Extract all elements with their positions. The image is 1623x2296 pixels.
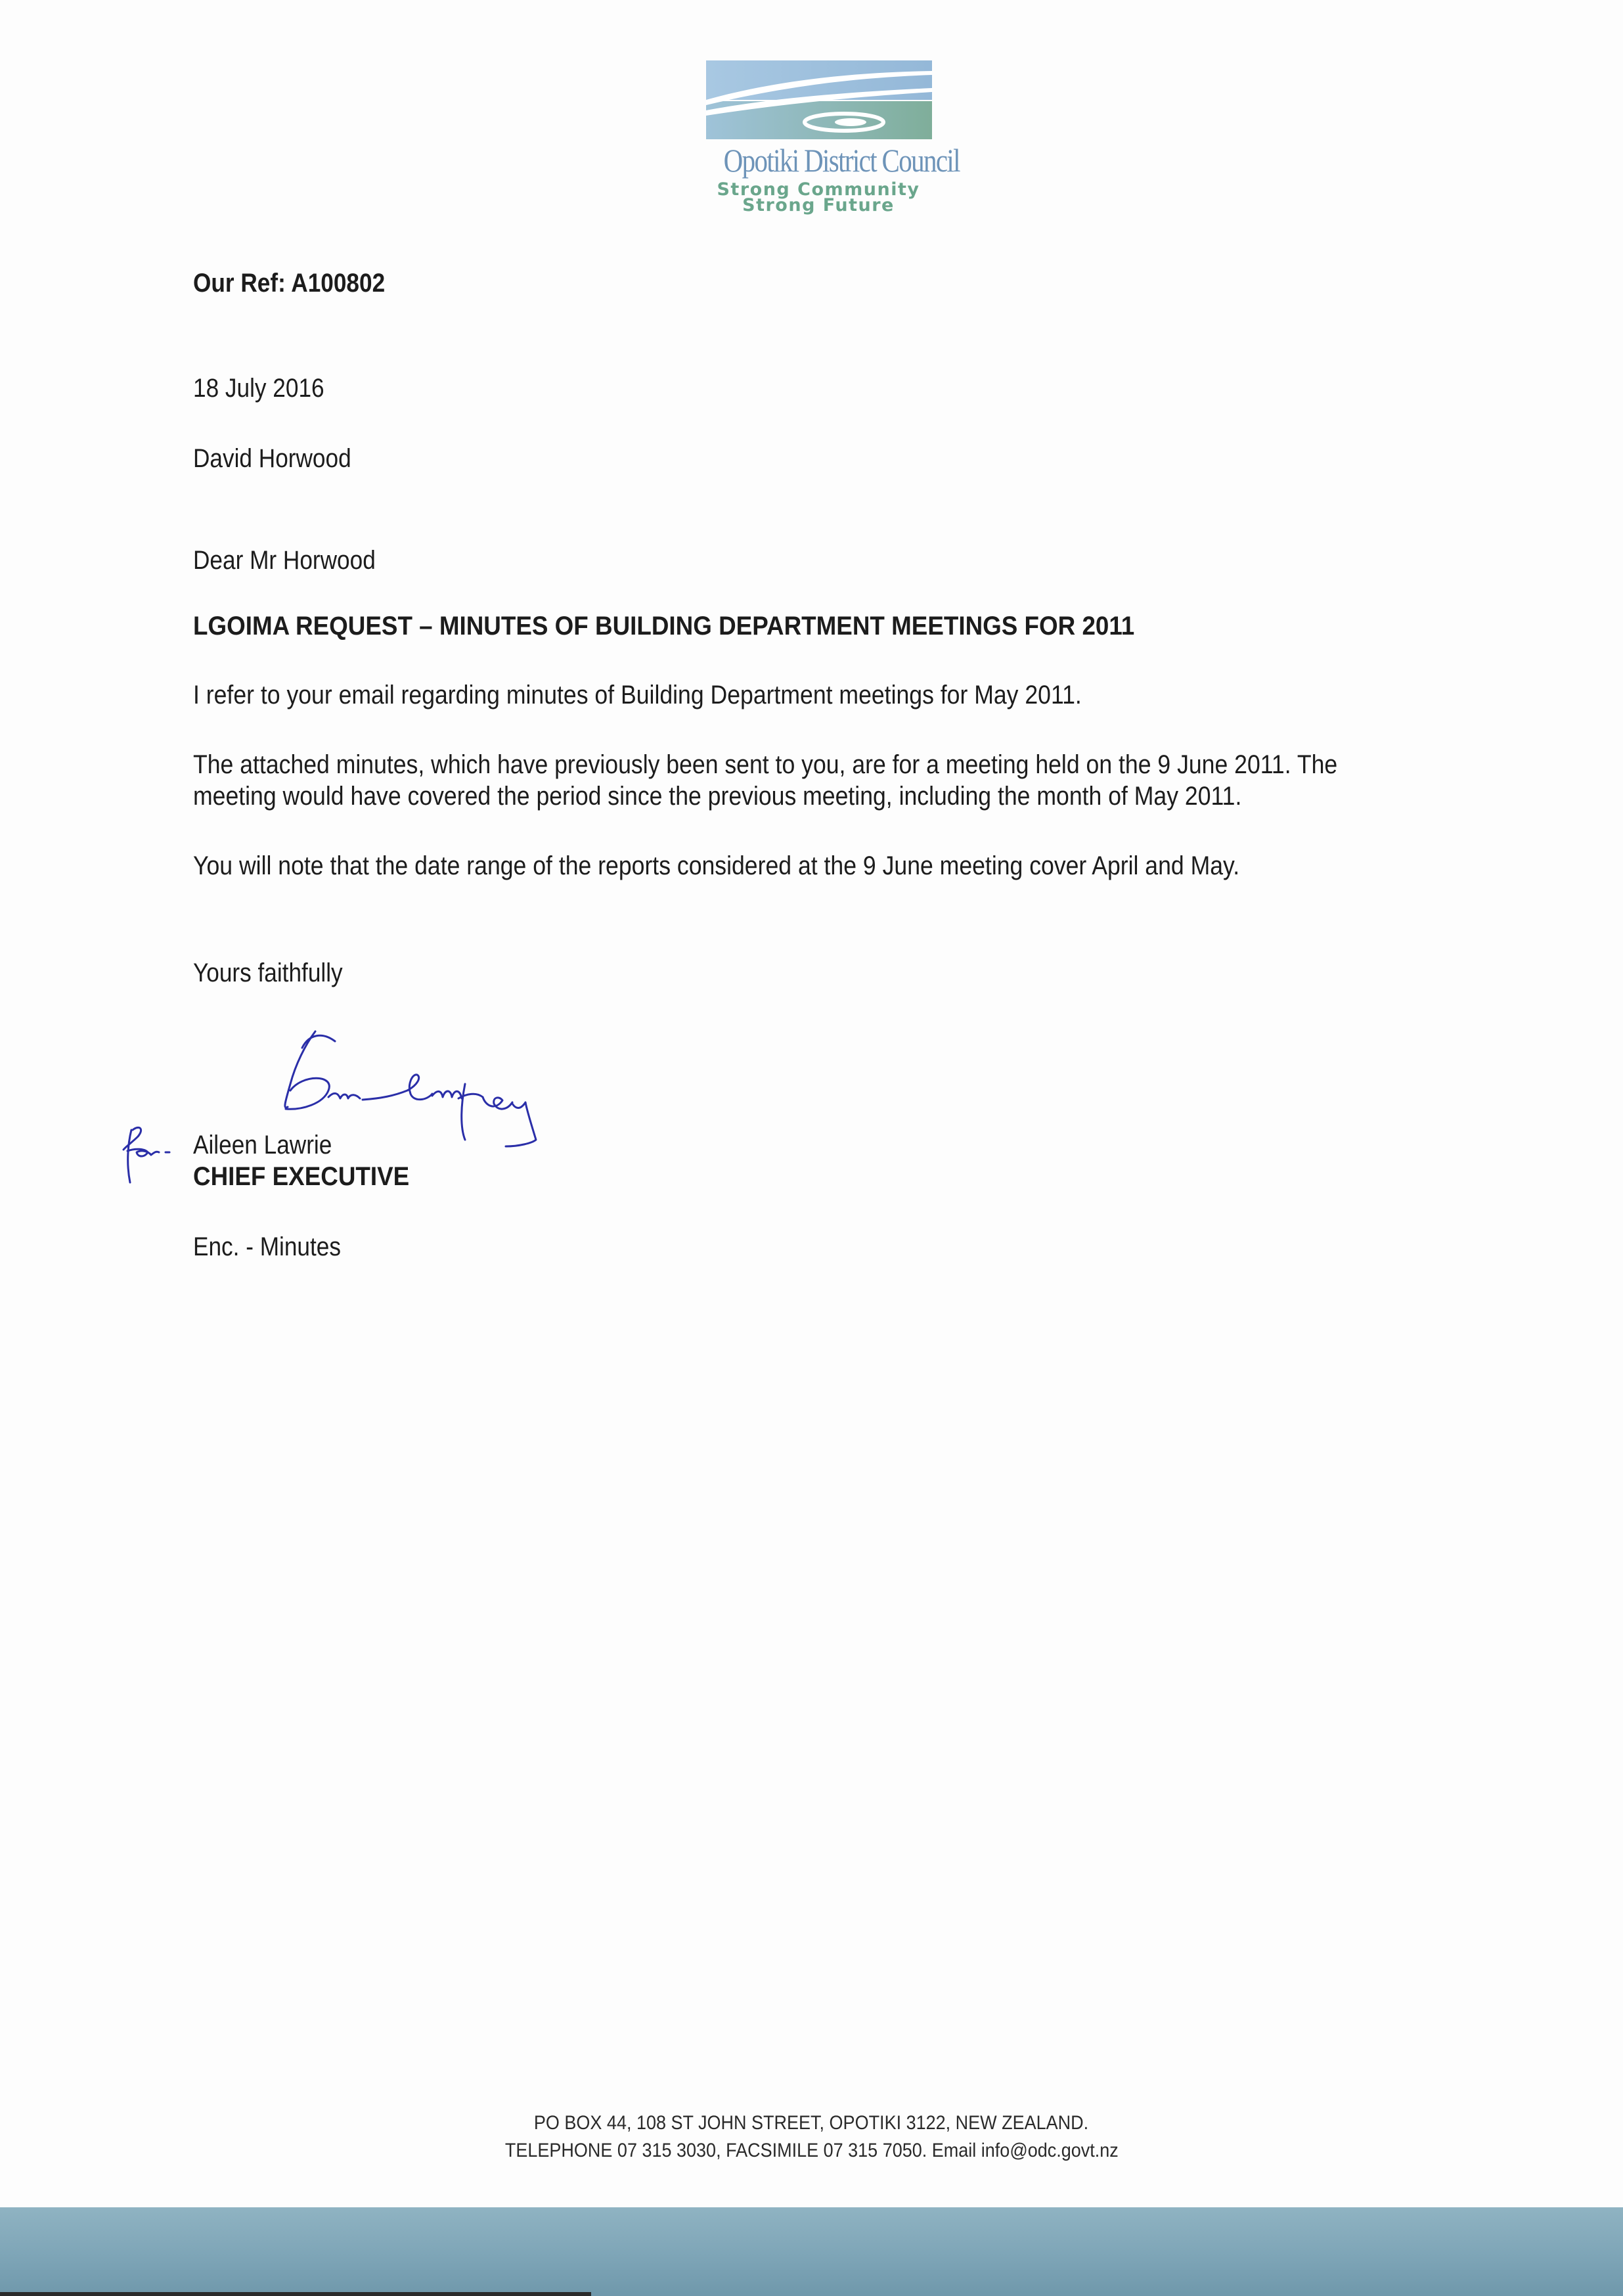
signatory-name: Aileen Lawrie xyxy=(193,1131,332,1159)
signatory-title: CHIEF EXECUTIVE xyxy=(193,1162,410,1191)
body-paragraph-3: You will note that the date range of the reports considered at the 9 June meeting cover April and May. xyxy=(193,851,1240,880)
footer-contact-text: TELEPHONE 07 315 3030, FACSIMILE 07 315 7050. Email info@odc.govt.nz xyxy=(504,2140,1119,2161)
tagline-line-2: Strong Future xyxy=(742,195,895,215)
closing: Yours faithfully xyxy=(193,958,343,987)
enclosure-note: Enc. - Minutes xyxy=(193,1232,341,1261)
body-paragraph-2-line-1: The attached minutes, which have previously been sent to you, are for a meeting held on the 9 June 2011. The xyxy=(193,750,1338,779)
body-paragraph-1: I refer to your email regarding minutes of Building Department meetings for May 2011. xyxy=(193,681,1082,709)
tagline-line-1: Strong Community xyxy=(717,179,920,200)
council-name: Opotiki District Council xyxy=(723,142,960,179)
footer-band xyxy=(0,2207,1623,2296)
footer-contact xyxy=(0,2140,1623,2162)
reference-number: Our Ref: A100802 xyxy=(193,269,386,298)
council-logo-graphic xyxy=(703,59,934,141)
subject-line: LGOIMA REQUEST – MINUTES OF BUILDING DEPARTMENT MEETINGS FOR 2011 xyxy=(193,612,1135,641)
body-paragraph-2 xyxy=(193,749,1337,812)
footer-address-text: PO BOX 44, 108 ST JOHN STREET, OPOTIKI 3122, NEW ZEALAND. xyxy=(534,2112,1089,2134)
footer-address xyxy=(0,2112,1623,2134)
letter-date: 18 July 2016 xyxy=(193,374,324,403)
council-logo xyxy=(703,59,960,217)
body-paragraph-2-line-2: meeting would have covered the period since the previous meeting, including the month of May 2011. xyxy=(193,782,1242,811)
addressee-name: David Horwood xyxy=(193,444,351,473)
salutation: Dear Mr Horwood xyxy=(193,546,376,575)
